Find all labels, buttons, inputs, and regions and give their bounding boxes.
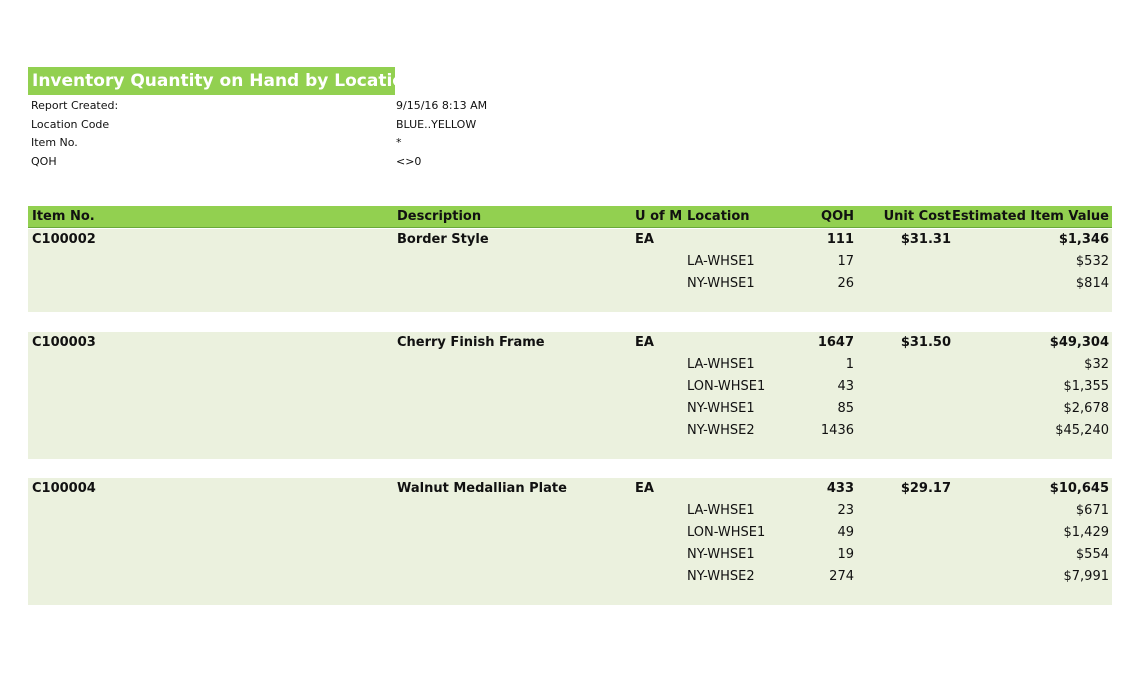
qoh-cell: 26 (837, 276, 854, 291)
unit-cost-cell: $29.17 (900, 481, 951, 496)
est-value-cell: $1,429 (1063, 525, 1109, 540)
item-no-cell: C100004 (32, 481, 96, 496)
qoh-cell: 85 (837, 401, 854, 416)
qoh-cell: 274 (829, 569, 854, 584)
location-row (28, 500, 1112, 522)
est-value-cell: $1,355 (1063, 379, 1109, 394)
est-value-cell: $45,240 (1055, 423, 1109, 438)
filter-value: 9/15/16 8:13 AM (396, 99, 488, 112)
location-row (28, 544, 1112, 566)
filter-label: QOH (31, 154, 57, 168)
qoh-cell: 17 (837, 254, 854, 269)
filter-value: * (396, 136, 402, 149)
qoh-cell: 1436 (820, 423, 854, 438)
unit-cost-cell: $31.31 (900, 232, 951, 247)
column-header-description: Description (397, 209, 482, 224)
location-row (28, 566, 1112, 588)
column-header-unit-cost: Unit Cost (883, 209, 951, 224)
filter-value: BLUE..YELLOW (396, 117, 477, 131)
column-header-qoh: QOH (821, 209, 854, 224)
location-cell: NY-WHSE1 (687, 276, 755, 291)
item-no-cell: C100003 (32, 335, 96, 350)
description-cell: Walnut Medallian Plate (397, 481, 567, 496)
est-value-cell: $7,991 (1063, 569, 1109, 584)
filter-label: Item No. (31, 136, 78, 149)
est-value-cell: $671 (1075, 503, 1109, 518)
table-header (28, 206, 1112, 228)
item-row (28, 332, 1112, 354)
column-header-est-value: Estimated Item Value (951, 209, 1109, 224)
filter-row-qoh (31, 153, 631, 172)
filter-label: Report Created: (31, 99, 119, 112)
qoh-cell: 23 (837, 503, 854, 518)
est-value-cell: $814 (1075, 276, 1109, 291)
column-header-item-no: Item No. (32, 209, 95, 224)
location-row (28, 376, 1112, 398)
location-row (28, 273, 1112, 295)
unit-cost-cell: $31.50 (900, 335, 951, 350)
est-value-cell: $1,346 (1058, 232, 1109, 247)
est-value-cell: $554 (1075, 547, 1109, 562)
qoh-cell: 49 (837, 525, 854, 540)
filter-row-location-code (31, 116, 631, 135)
column-header-uom: U of M (635, 209, 683, 224)
location-row (28, 522, 1112, 544)
location-row (28, 398, 1112, 420)
description-cell: Border Style (397, 232, 489, 247)
location-cell: LA-WHSE1 (687, 254, 755, 269)
item-row (28, 478, 1112, 500)
item-block-c100002 (28, 229, 1112, 312)
location-cell: NY-WHSE1 (687, 547, 755, 562)
est-value-cell: $32 (1084, 357, 1109, 372)
location-cell: NY-WHSE2 (687, 423, 755, 438)
est-value-cell: $532 (1075, 254, 1109, 269)
location-cell: LA-WHSE1 (687, 503, 755, 518)
filter-row-report-created (31, 97, 631, 116)
uom-cell: EA (635, 481, 654, 496)
item-row (28, 229, 1112, 251)
est-value-cell: $2,678 (1063, 401, 1109, 416)
qoh-cell: 43 (837, 379, 854, 394)
filter-row-item-no (31, 134, 631, 153)
filter-value: <>0 (396, 154, 422, 168)
column-header-location: Location (687, 209, 750, 224)
qoh-cell: 433 (826, 481, 854, 496)
est-value-cell: $10,645 (1049, 481, 1109, 496)
qoh-cell: 1 (845, 357, 854, 372)
location-row (28, 354, 1112, 376)
uom-cell: EA (635, 232, 654, 247)
qoh-cell: 19 (837, 547, 854, 562)
item-no-cell: C100002 (32, 232, 96, 247)
location-cell: LA-WHSE1 (687, 357, 755, 372)
report-title: Inventory Quantity on Hand by Location (28, 67, 395, 95)
item-block-c100003 (28, 332, 1112, 459)
est-value-cell: $49,304 (1049, 335, 1109, 350)
qoh-cell: 111 (826, 232, 854, 247)
qoh-cell: 1647 (817, 335, 854, 350)
description-cell: Cherry Finish Frame (397, 335, 545, 350)
location-cell: LON-WHSE1 (687, 379, 766, 394)
uom-cell: EA (635, 335, 654, 350)
location-cell: NY-WHSE2 (687, 569, 755, 584)
location-row (28, 420, 1112, 442)
report-filters (31, 97, 631, 171)
item-block-c100004 (28, 478, 1112, 605)
location-row (28, 251, 1112, 273)
filter-label: Location Code (31, 117, 110, 131)
location-cell: LON-WHSE1 (687, 525, 766, 540)
location-cell: NY-WHSE1 (687, 401, 755, 416)
